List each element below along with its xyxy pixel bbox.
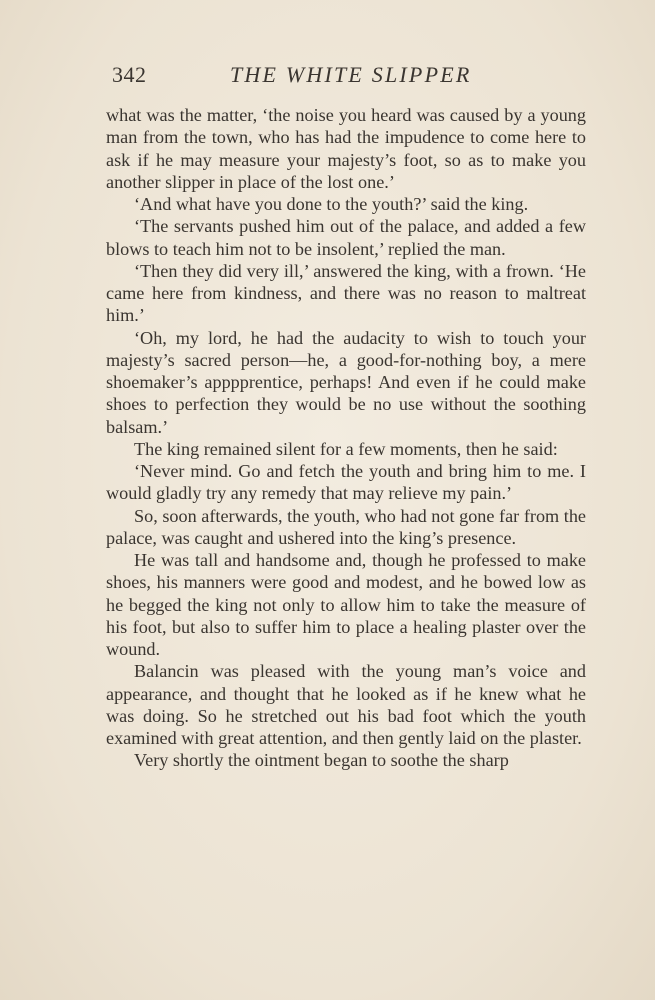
paragraph-11: Very shortly the ointment began to soothe the sharp [134, 750, 509, 771]
paragraph-6: The king remained silent for a few moments, then he said: [134, 438, 558, 459]
running-title: THE WHITE SLIPPER [230, 62, 472, 87]
paragraph-4: ‘Then they did very ill,’ answered the king, with a frown. ‘He came here from kindness, and there was no reason to maltreat him.’ [106, 260, 586, 326]
paragraph-9: He was tall and handsome and, though he professed to make shoes, his manners were good and modest, and he bowed low as he begged the king not only to allow him to take the measure of his foot, but also to suffer him to place a healing plaster over the wound. [106, 550, 586, 659]
paragraph-7: ‘Never mind. Go and fetch the youth and bring him to me. I would gladly try any remedy that may relieve my pain.’ [106, 461, 586, 504]
paragraph-1: what was the matter, ‘the noise you heard was caused by a young man from the town, who has had the impudence to come here to ask if he may measure your majesty’s foot, so as to make you another slipper in place of the lost one.’ [106, 105, 586, 192]
page-number: 342 [112, 62, 147, 87]
paragraph-8: So, soon afterwards, the youth, who had not gone far from the palace, was caught and ushered into the king’s presence. [106, 505, 586, 548]
paragraph-10: Balancin was pleased with the young man’s voice and appearance, and thought that he looked as if he knew what he was doing. So he stretched out his bad foot which the youth examined with great attention, and then gently laid on the plaster. [106, 661, 586, 748]
paragraph-3: ‘The servants pushed him out of the palace, and added a few blows to teach him not to be insolent,’ replied the man. [106, 216, 586, 259]
paragraph-5: ‘Oh, my lord, he had the audacity to wish to touch your majesty’s sacred person—he, a good-for-nothing boy, a mere shoemaker’s apppprentice, perhaps! And even if he could make shoes to perfection they would be no use without the soothing balsam.’ [106, 327, 586, 437]
page-header [112, 58, 586, 92]
body-text [106, 104, 586, 772]
paragraph-2: ‘And what have you done to the youth?’ said the king. [134, 194, 529, 214]
